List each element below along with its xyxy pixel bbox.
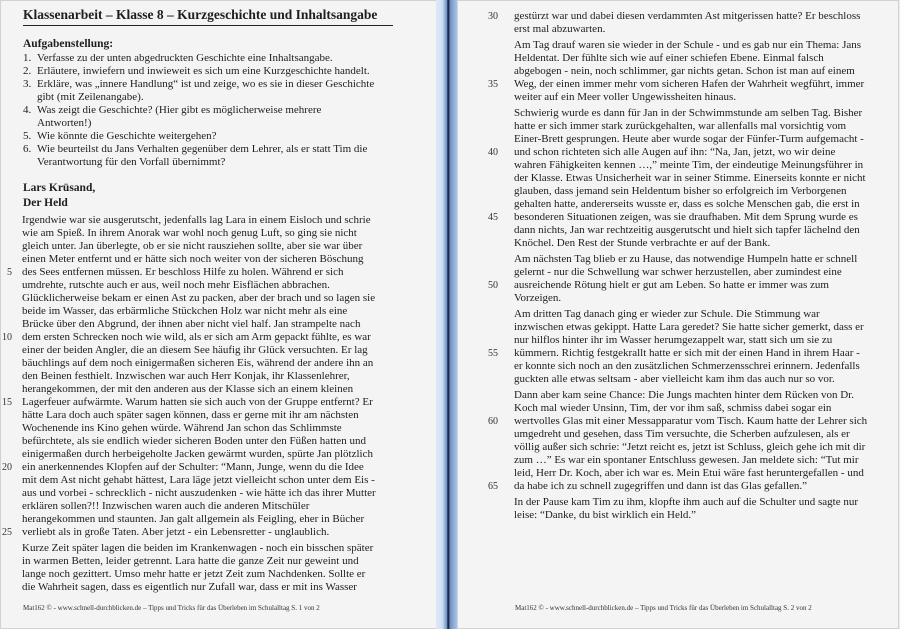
line-text: besonderen Situationen zeigen, was sie draufhaben. Mit dem Sprung wurde es (514, 211, 858, 223)
story-line (2, 396, 376, 409)
story-line (22, 474, 376, 487)
story-line (22, 305, 376, 318)
line-text: Irgendwie war sie ausgerutscht, jedenfalls lag Lara in einem Eisloch und schrie (22, 214, 371, 226)
story-line (514, 23, 867, 36)
task-text: Erkläre, was „innere Handlung“ ist und zeige, wo es sie in dieser Geschichte gibt (mit Zeilenangabe). (37, 78, 375, 103)
story-line (514, 198, 867, 211)
line-text: leise: “Danke, du bist wirklich ein Held.” (514, 509, 697, 521)
task-number: 1. (23, 52, 32, 64)
story-line (22, 555, 376, 568)
line-text: verliebt als in große Taten. Aber jetzt - ein Lebensretter - unglaublich. (22, 526, 330, 538)
story-paragraph (488, 389, 868, 493)
line-text: nur hilflos hinter ihr im Wasser herumgezappelt war, statt sich um sie zu (514, 334, 833, 346)
story-line (514, 373, 867, 386)
task-text: Erläutere, inwiefern und inwieweit es sich um eine Kurzgeschichte handelt. (37, 65, 370, 77)
line-number: 40 (488, 147, 498, 158)
story-line (2, 331, 376, 344)
line-text: wertvolles Glas mit einer Messapparatur vom Tisch. Kaum hatte der Lehrer sich (514, 415, 868, 427)
story-line (2, 461, 376, 474)
line-text: dem ersten Schrecken noch wie wild, als er sich am Arm gepackt fühlte, es war (22, 331, 371, 343)
line-text: einen Meter entfernt und er hätte sich noch weiter von der sicheren Böschung (22, 253, 364, 265)
line-number: 50 (488, 280, 498, 291)
line-text: Am nächsten Tag blieb er zu Hause, das notwendige Humpeln hatte er schnell (514, 253, 858, 265)
story-paragraph (22, 542, 376, 594)
story-line (514, 91, 867, 104)
line-text: zum …” Es war ein spontaner Entschluss gewesen. Jan meldete sich: “Tut mir (514, 454, 859, 466)
story-line (7, 266, 376, 279)
line-text: Kurze Zeit später lagen die beiden im Krankenwagen - noch ein bisschen später (22, 542, 374, 554)
story-line (22, 448, 376, 461)
story-line (488, 415, 868, 428)
line-text: völlig außer sich schrie: “Jetzt reicht es, jetzt ist Schluss, gleich gehe ich mit dir (514, 441, 866, 453)
line-number: 65 (488, 481, 498, 492)
task-text: Verfasse zu der unten abgedruckten Geschichte eine Inhaltsangabe. (37, 52, 333, 64)
line-text: In der Pause kam Tim zu ihm, klopfte ihm auch auf die Schulter und sagte nur (514, 496, 858, 508)
story-line (22, 513, 376, 526)
story-line (22, 227, 376, 240)
line-text: umdrehte, rutschte auch er aus, weil noch mehr Eisflächen abbrachen. (22, 279, 330, 291)
line-text: herangekommen und staunten. Jan galt allgemein als Feigling, eher in Bücher (22, 513, 365, 525)
story-line (488, 78, 867, 91)
story-line (488, 211, 867, 224)
task-item (23, 104, 403, 130)
line-text: Knöchel. Den Rest der Stunde verbrachte er auf der Bank. (514, 237, 771, 249)
story-line (488, 480, 867, 493)
story-line (514, 185, 867, 198)
line-text: bäuchlings auf dem noch einigermaßen sicheren Eis, während der andere ihn an (22, 357, 374, 369)
story-line (22, 357, 376, 370)
story-line (22, 500, 376, 513)
story-line (488, 146, 867, 159)
line-text: herangekommen, der mit den anderen aus der Klasse sich an einem kleinen (22, 383, 354, 395)
line-text: gelernt - nur die Schwellung war schwer herzustellen, aber zumindest eine (514, 266, 842, 278)
line-text: wahren Fähigkeiten kennen …,” meinte Tim, der eindeutige Meinungsführer in (514, 159, 864, 171)
line-text: des Sees entfernen müssen. Er beschloss Hilfe zu holen. Während er sich (22, 266, 344, 278)
story-line (514, 308, 867, 321)
task-item (23, 78, 403, 104)
line-number: 15 (2, 397, 12, 408)
story-line (514, 107, 867, 120)
line-text: er konnte sich noch an den zusätzlichen Schmerzensschrei erinnern. Jedenfalls (514, 360, 860, 372)
story-line (22, 318, 376, 331)
line-text: Heldentat. Der fühlte sich wie auf einer schiefen Ebene. Einmal falsch (514, 52, 824, 64)
line-text: ausreichende Rötung hielt er gut am Leben. So hatte er immer was zum (514, 279, 829, 291)
story-line (514, 496, 867, 509)
story-line (514, 120, 867, 133)
task-heading: Aufgabenstellung: (23, 38, 114, 50)
line-text: Einer-Brett gesprungen. Heute aber wurde sogar der Fünfer-Turm aufgemacht - (514, 133, 864, 145)
line-text: inzwischen etwas gekippt. Hatte Lara geredet? Sie hatte sicher gemerkt, dass er (514, 321, 864, 333)
line-text: gehalten hatte, andererseits wusste er, dass es solche Menschen gab, die erst in (514, 198, 860, 210)
story-line (514, 428, 867, 441)
task-item (23, 143, 403, 169)
line-text: leid, Herr Dr. Koch, aber ich war es. Mein Etui wäre fast heruntergefallen - und (514, 467, 864, 479)
story-line (514, 509, 867, 522)
page-divider (436, 0, 457, 629)
story-paragraph (488, 39, 867, 104)
task-number: 6. (23, 143, 32, 155)
story-paragraph (488, 308, 867, 386)
story-line (22, 370, 376, 383)
line-text: gestürzt war und dabei diesen verdammten Ast mitgerissen hatte? Er beschloss (514, 10, 861, 22)
task-list (23, 52, 403, 169)
line-text: gleich unter. Jan überlegte, ob er sie nicht rausziehen sollte, aber sie war über (22, 240, 363, 252)
story-line (22, 542, 376, 555)
story-line (514, 65, 867, 78)
line-number: 35 (488, 79, 498, 90)
line-text: weiter auf ein Meer voller Ungewissheiten hinaus. (514, 91, 737, 103)
story-line (2, 526, 376, 539)
story-line (514, 237, 867, 250)
story-line (488, 279, 867, 292)
story-line (514, 266, 867, 279)
line-text: abgebogen - nein, noch schlimmer, gar nichts getan. Schon ist man auf einem (514, 65, 855, 77)
line-text: Am Tag drauf waren sie wieder in der Schule - und es gab nur ein Thema: Jans (514, 39, 862, 51)
story-line (514, 389, 867, 402)
line-text: befürchtete, als sie endlich wieder sicheren Boden unter den Füßen hatten und (22, 435, 366, 447)
task-number: 2. (23, 65, 32, 77)
line-text: Am dritten Tag danach ging er wieder zur Schule. Die Stimmung war (514, 308, 820, 320)
line-text: die Wahrheit sagen, dass es eigentlich nur Zufall war, dass er mit ins Wasser (22, 581, 357, 593)
story-line (514, 172, 867, 185)
line-text: ein anerkennendes Klopfen auf der Schulter: “Mann, Junge, wenn du die Idee (22, 461, 364, 473)
line-text: Wochenende ins Kino gehen würde. Während Jan schon das Schlimmste (22, 422, 342, 434)
line-number: 10 (2, 332, 12, 343)
story-text-left (2, 214, 376, 597)
story-line (514, 467, 867, 480)
page-footer: Mat162 © - www.schnell-durchblicken.de – Tipps und Tricks für das Überleben im Schulalltag S. 2 von 2 (515, 604, 812, 612)
line-text: in warmen Betten, leider getrennt. Lara hatte die ganze Zeit nur geweint und (22, 555, 359, 567)
story-paragraph (488, 253, 867, 305)
line-text: Lagerfeuer aufwärmte. Warum hatten sie sich auch von der Gruppe entfernt? Er (22, 396, 373, 408)
story-paragraph (2, 214, 376, 539)
story-line (22, 240, 376, 253)
line-text: lange noch gezittert. Umso mehr hatte er jetzt Zeit zum Nachdenken. Sollte er (22, 568, 366, 580)
story-line (514, 52, 867, 65)
line-text: Glücklicherweise bekam er einen Ast zu packen, aber der brach und so lagen sie (22, 292, 376, 304)
line-text: kümmern. Richtig festgekrallt hatte er sich mit der einen Hand in ihrem Haar - (514, 347, 860, 359)
story-line (22, 292, 376, 305)
story-line (22, 435, 376, 448)
story-line (488, 347, 867, 360)
line-text: Dann aber kam seine Chance: Die Jungs machten hinter dem Rücken von Dr. (514, 389, 854, 401)
task-item (23, 65, 403, 78)
story-line (22, 487, 376, 500)
story-line (514, 441, 867, 454)
line-text: hatte er sich immer stark zurückgehalten, war allenfalls mal vorsichtig vom (514, 120, 847, 132)
line-text: Vorzeigen. (514, 292, 562, 304)
story-title: Der Held (23, 197, 68, 209)
story-line (514, 321, 867, 334)
line-text: und schon richteten sich alle Augen auf ihn: “Na, Jan, jetzt, wo wir deine (514, 146, 836, 158)
line-text: erst mal abzuwarten. (514, 23, 606, 35)
line-text: Brücke über den Abgrund, der ihnen aber nicht viel half. Jan strampelte nach (22, 318, 361, 330)
story-line (514, 253, 867, 266)
story-line (514, 39, 867, 52)
story-line (514, 159, 867, 172)
story-line (488, 10, 867, 23)
line-text: Schwierig wurde es dann für Jan in der Schwimmstunde am selben Tag. Bisher (514, 107, 863, 119)
story-text-right (488, 10, 868, 525)
line-number: 25 (2, 527, 12, 538)
line-text: da habe ich zu schnell zugegriffen und dann ist das Glas gefallen.” (514, 480, 808, 492)
line-text: den Beinen festhielt. Inzwischen war auch Herr Konjak, ihr Klassenlehrer, (22, 370, 350, 382)
line-text: guckten alle etwas seltsam - aber vielleicht kam ihm das auch nur so vor. (514, 373, 835, 385)
story-paragraph (488, 10, 867, 36)
line-text: wie am Spieß. In ihrem Anorak war wohl noch genug Luft, so ging sie nicht (22, 227, 357, 239)
task-text: Wie könnte die Geschichte weitergehen? (37, 130, 217, 142)
task-item (23, 130, 403, 143)
story-line (22, 422, 376, 435)
line-number: 55 (488, 348, 498, 359)
story-paragraph (488, 107, 867, 250)
line-text: aus und vorbei - schrecklich - nicht auszudenken - wie hätte ich das ihrer Mutter (22, 487, 376, 499)
story-line (22, 214, 376, 227)
task-number: 5. (23, 130, 32, 142)
line-text: einigermaßen durch herbeigeholte Jacken gewärmt wurden, spürte Jan plötzlich (22, 448, 373, 460)
line-number: 30 (488, 11, 498, 22)
story-line (514, 402, 867, 415)
story-line (22, 409, 376, 422)
line-text: beide im Wasser, das erbärmliche Stückchen Holz war nicht mehr als eine (22, 305, 348, 317)
line-number: 20 (2, 462, 12, 473)
task-text: Was zeigt die Geschichte? (Hier gibt es möglicherweise mehrere Antworten!) (37, 104, 322, 129)
line-text: glauben, dass jemand sein Heldentum bisher so erfolgreich im Verborgenen (514, 185, 847, 197)
line-text: hätte Lara doch auch später sagen können, dass er gerne mit ihr am nächsten (22, 409, 359, 421)
story-line (22, 383, 376, 396)
story-byline (23, 181, 95, 211)
task-number: 3. (23, 78, 32, 90)
story-paragraph (514, 496, 867, 522)
line-text: dann nichts, Jan war rechtzeitig ausgerutscht und hielt sich tapfer lächelnd den (514, 224, 860, 236)
line-number: 60 (488, 416, 498, 427)
story-line (22, 568, 376, 581)
line-text: Koch mal wieder Unsinn, Tim, der vor ihm saß, schmiss dabei sogar ein (514, 402, 832, 414)
story-line (22, 581, 376, 594)
story-line (514, 133, 867, 146)
task-item (23, 52, 403, 65)
line-text: mit dem Ast nicht gehabt hättest, Lara läge jetzt vielleicht schon unter dem Eis - (22, 474, 375, 486)
line-number: 5 (7, 267, 12, 278)
story-line (514, 224, 867, 237)
story-line (514, 454, 867, 467)
line-text: erklären sollen?!! Inzwischen waren auch die anderen Mitschüler (22, 500, 310, 512)
story-line (22, 279, 376, 292)
task-number: 4. (23, 104, 32, 116)
line-text: einer der beiden Angler, die an diesem See häufig ihr Glück versuchten. Er lag (22, 344, 368, 356)
line-text: umgedreht und gesehen, dass Tim versuchte, die Scherben aufzulesen, als er (514, 428, 850, 440)
line-text: der Klasse. Etwas Unsicherheit war in seiner Stimme. Einerseits konnte er nicht (514, 172, 866, 184)
line-text: Weg, der einen immer mehr vom sicheren Hafen der Wahrheit wegführt, immer (514, 78, 865, 90)
story-line (514, 360, 867, 373)
page-footer: Mat162 © - www.schnell-durchblicken.de – Tipps und Tricks für das Überleben im Schulalltag S. 1 von 2 (23, 604, 320, 612)
document-title: Klassenarbeit – Klasse 8 – Kurzgeschichte und Inhaltsangabe (23, 7, 393, 26)
line-number: 45 (488, 212, 498, 223)
story-line (22, 344, 376, 357)
task-text: Wie beurteilst du Jans Verhalten gegenüber dem Lehrer, als er statt Tim die Verantwortung für den Vorfall übernimmt? (37, 143, 368, 168)
story-line (514, 334, 867, 347)
story-line (514, 292, 867, 305)
author-name: Lars Krüsand, (23, 182, 96, 194)
story-line (22, 253, 376, 266)
